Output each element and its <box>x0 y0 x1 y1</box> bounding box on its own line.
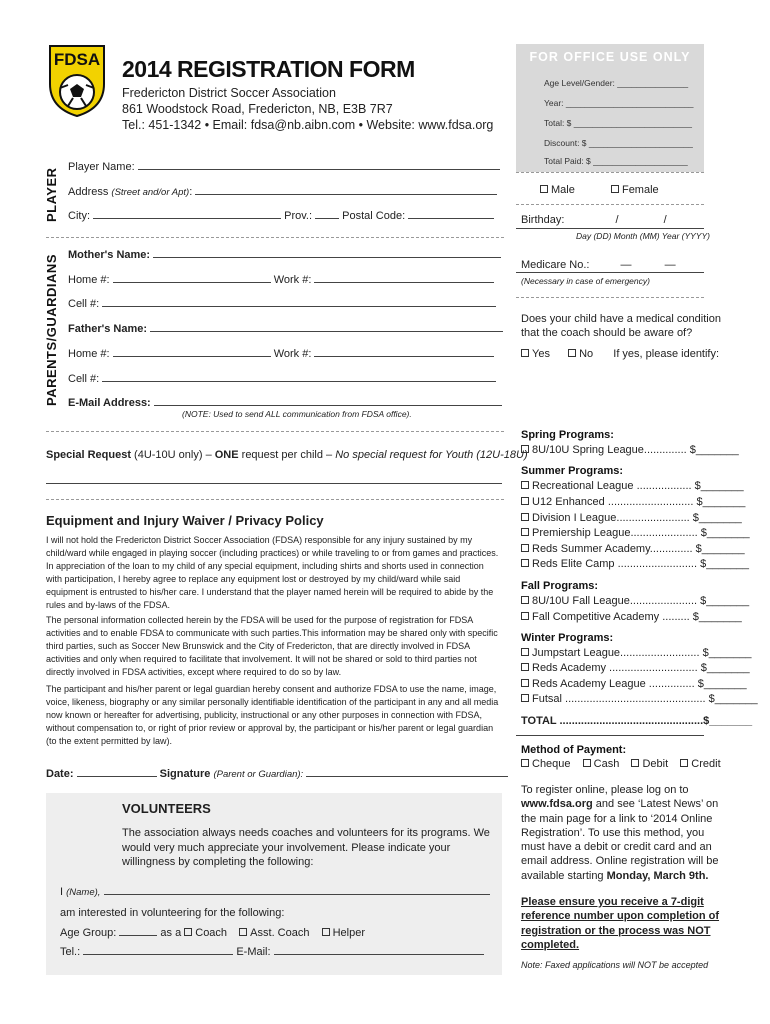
program-jumpstart[interactable]: Jumpstart League.......................... $_______ <box>521 647 752 659</box>
privacy-paragraph: The personal information collected herein by the FDSA will be used for the purpose of registration for FDSA activities and to enable FDSA to communicate with such parties.This information may be shared only with specific third parties, such as Soccer New Brunswick and the City of Fredericton, that are directly involved in FDSA activities and only when required to facilitate that involvement. It will not be shared or sold to third parties not directly involved in FDSA activities, except where required to do so by law. <box>46 615 498 677</box>
office-total: Total: $ _________________________ <box>544 118 692 128</box>
medical-options[interactable] <box>521 348 719 360</box>
cheque-checkbox[interactable] <box>521 759 529 767</box>
form-title: 2014 REGISTRATION FORM <box>122 56 415 82</box>
special-request: Special Request (4U-10U only) – ONE request per child – No special request for Youth (12U-18U) <box>46 449 528 461</box>
online-registration-info: To register online, please log on to www.fdsa.org and see ‘Latest News’ on the main page for a link to ‘2014 Online Registration’. To use this method, you must have a debit or credit card and an email address. Online registration will be available starting Monday, March 9th. <box>521 784 719 882</box>
yes-label: Yes <box>532 348 550 360</box>
female-label: Female <box>621 184 659 196</box>
credit-checkbox[interactable] <box>680 759 688 767</box>
email-note: (NOTE: Used to send ALL communication from FDSA office). <box>182 409 412 419</box>
volunteers-title: VOLUNTEERS <box>122 801 211 816</box>
email-field[interactable] <box>68 396 502 409</box>
identify-label: If yes, please identify: <box>613 348 720 360</box>
medical-question-1: Does your child have a medical condition <box>521 313 721 325</box>
work-label: Work #: <box>273 348 312 360</box>
father-name-field[interactable] <box>68 322 503 335</box>
father-cell-field[interactable] <box>68 372 496 385</box>
consent-paragraph: The participant and his/her parent or legal guardian hereby consent and authorize FDSA to use the name, image, voice, likeness, biography or any similar personally identifiable identification of the participant in any and all media now known or hereafter for advertising, publicity, instructional or any other purposes in connection with FDSA, without compensation to, or right of prior review or approval by, the participant or his/her parent or legal guardian (to the extent permitted by law). <box>46 684 499 746</box>
org-contact: Tel.: 451-1342 • Email: fdsa@nb.aibn.com • Website: www.fdsa.org <box>122 118 494 132</box>
birthday-hint: Day (DD) Month (MM) Year (YYYY) <box>576 231 710 241</box>
email-label: E-Mail Address: <box>68 397 151 409</box>
postal-label: Postal Code: <box>342 210 406 222</box>
medicare-note: (Necessary in case of emergency) <box>521 276 650 286</box>
volunteers-text: The association always needs coaches and volunteers for its programs. We would very much appreciate your involvement. Please indicate your willingness by completing the following: <box>122 827 490 868</box>
mother-phone-fields[interactable] <box>68 273 494 286</box>
home-label: Home #: <box>68 274 110 286</box>
debit-checkbox[interactable] <box>631 759 639 767</box>
special-request-label: Special Request <box>46 449 131 461</box>
female-checkbox[interactable] <box>611 185 619 193</box>
medicare-label: Medicare No.: <box>521 259 590 271</box>
signature-label: Signature <box>159 768 211 780</box>
program-spring-league[interactable]: 8U/10U Spring League.............. $_______ <box>521 444 739 456</box>
org-address: 861 Woodstock Road, Fredericton, NB, E3B 7R7 <box>122 102 393 116</box>
payment-heading: Method of Payment: <box>521 744 627 756</box>
helper-checkbox[interactable] <box>322 928 330 936</box>
coach-checkbox[interactable] <box>184 928 192 936</box>
special-request-line[interactable] <box>46 483 502 484</box>
parents-section-label: PARENTS/GUARDIANS <box>44 254 59 406</box>
fax-note: Note: Faxed applications will NOT be accepted <box>521 960 709 970</box>
birthday-field[interactable]: Birthday: / / <box>521 214 667 226</box>
asst-coach-checkbox[interactable] <box>239 928 247 936</box>
website-link[interactable]: www.fdsa.org <box>521 798 593 811</box>
date-signature-fields[interactable] <box>46 767 508 780</box>
program-futsal[interactable]: Futsal .............................................. $_______ <box>521 693 758 705</box>
address-hint: (Street and/or Apt) <box>111 187 190 198</box>
office-title: FOR OFFICE USE ONLY <box>529 50 691 64</box>
volunteer-contact-fields[interactable]: Tel.: E-Mail: <box>60 945 484 958</box>
no-label: No <box>579 348 594 360</box>
svg-text:FDSA: FDSA <box>53 50 101 69</box>
program-premiership[interactable]: Premiership League...................... $_______ <box>521 527 750 539</box>
city-prov-postal-fields[interactable] <box>68 209 494 222</box>
prov-label: Prov.: <box>284 210 313 222</box>
office-discount: Discount: $ ______________________ <box>544 138 693 148</box>
gender-options[interactable] <box>540 184 659 196</box>
program-reds-elite[interactable]: Reds Elite Camp .......................... $_______ <box>521 558 749 570</box>
work-label: Work #: <box>273 274 312 286</box>
office-age-level: Age Level/Gender: _______________ <box>544 78 689 88</box>
mother-label: Mother's Name: <box>68 249 151 261</box>
volunteer-role-fields[interactable]: Age Group: as a Coach Asst. Coach Helper <box>60 927 366 939</box>
volunteer-interest-text: am interested in volunteering for the following: <box>60 907 285 919</box>
date-label: Date: <box>46 768 74 780</box>
city-label: City: <box>68 210 90 222</box>
signature-hint: (Parent or Guardian): <box>213 769 304 780</box>
program-recreational[interactable]: Recreational League .................. $_______ <box>521 480 744 492</box>
medical-question-2: that the coach should be aware of? <box>521 327 693 339</box>
fall-programs-heading: Fall Programs: <box>521 580 599 592</box>
total-field[interactable]: TOTAL ...............................................$_______ <box>521 715 753 727</box>
office-use-box <box>516 44 704 172</box>
program-fall-league[interactable]: 8U/10U Fall League...................... $_______ <box>521 595 749 607</box>
office-total-paid: Total Paid: $ ____________________ <box>544 156 688 166</box>
address-label: Address <box>68 186 109 198</box>
player-section-label: PLAYER <box>44 167 59 222</box>
program-fall-competitive[interactable]: Fall Competitive Academy ......... $_______ <box>521 611 742 623</box>
waiver-paragraph-1: I will not hold the Fredericton District Soccer Association (FDSA) responsible for any injury sustained by my child/ward while engaged in playing soccer (including practices) or while traveling to or from games and practices. In appreciation of the loan to my child of any special equipment, including shirts and shorts used in connection with participation, I hereby agree to replace any equipment lost or destroyed by my child/ward while said equipment is entrusted to his/her care. I understand that the player named herein will be required to abide by the rules and by-laws of the FDSA. <box>46 535 499 610</box>
mother-name-field[interactable] <box>68 248 501 261</box>
office-year: Year: ___________________________ <box>544 98 694 108</box>
volunteer-name-field[interactable]: I (Name), <box>60 885 490 898</box>
yes-checkbox[interactable] <box>521 349 529 357</box>
male-label: Male <box>551 184 575 196</box>
payment-options[interactable]: Cheque Cash Debit Credit <box>521 758 721 770</box>
fdsa-logo-top <box>46 44 108 118</box>
medicare-field[interactable]: Medicare No.: — — <box>521 259 676 271</box>
father-phone-fields[interactable] <box>68 347 494 360</box>
male-checkbox[interactable] <box>540 185 548 193</box>
address-field[interactable]: Address (Street and/or Apt): <box>68 185 497 198</box>
org-name: Fredericton District Soccer Association <box>122 86 336 100</box>
program-reds-summer[interactable]: Reds Summer Academy.............. $_______ <box>521 543 745 555</box>
program-u12-enhanced[interactable]: U12 Enhanced ............................ $_______ <box>521 496 745 508</box>
winter-programs-heading: Winter Programs: <box>521 632 614 644</box>
cell-label: Cell #: <box>68 373 100 385</box>
cell-label: Cell #: <box>68 298 100 310</box>
program-reds-academy[interactable]: Reds Academy ............................. $_______ <box>521 662 750 674</box>
birthday-label: Birthday: <box>521 214 565 226</box>
mother-cell-field[interactable] <box>68 297 496 310</box>
player-name-field[interactable] <box>68 160 500 173</box>
father-label: Father's Name: <box>68 323 148 335</box>
spring-programs-heading: Spring Programs: <box>521 429 614 441</box>
player-name-label: Player Name: <box>68 161 135 173</box>
no-checkbox[interactable] <box>568 349 576 357</box>
home-label: Home #: <box>68 348 110 360</box>
waiver-title: Equipment and Injury Waiver / Privacy Policy <box>46 513 324 528</box>
reference-number-warning: Please ensure you receive a 7-digit reference number upon completion of registration or the process was NOT completed. <box>521 896 720 951</box>
program-division-i[interactable]: Division I League........................ $_______ <box>521 512 742 524</box>
summer-programs-heading: Summer Programs: <box>521 465 624 477</box>
program-reds-academy-league[interactable]: Reds Academy League ............... $_______ <box>521 678 747 690</box>
cash-checkbox[interactable] <box>583 759 591 767</box>
